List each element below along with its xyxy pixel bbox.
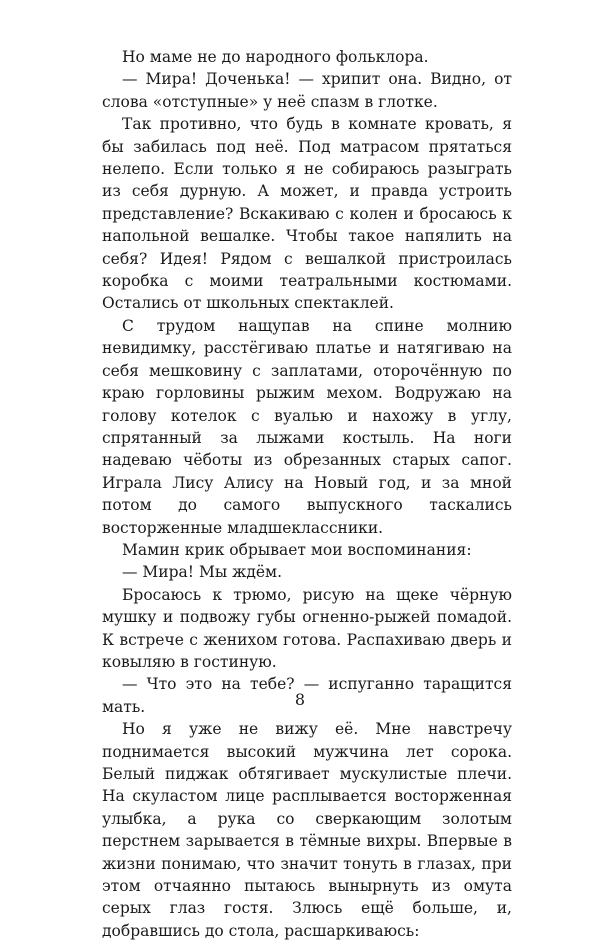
paragraph: Так противно, что будь в комнате кровать, я бы забилась под неё. Под матрасом прятаться нелепо. Если только я не собираюсь разыграть из себя дурную. А может, и правда устроить представление? Вскакиваю с колен и бросаюсь к напольной вешалке. Чтобы такое напялить на себя? Идея! Рядом с вешалкой пристроилась коробка с моими театральными костюмами. Остались от школьных спектаклей. [102, 115, 512, 313]
paragraph: — Мира! Доченька! — хрипит она. Видно, от слова «отступные» у неё спазм в глотке. [102, 70, 512, 111]
paragraph: Но я уже не вижу её. Мне навстречу поднимается высокий мужчина лет сорока. Белый пиджак обтягивает мускулистые плечи. На скуластом лице расплывается восторженная улыбка, а рука со сверкающим золотым перстнем зарывается в тёмные вихры. Впервые в жизни понимаю, что значит тонуть в глазах, при этом отчаянно пытаюсь вынырнуть из омута серых глаз гостя. Злюсь ещё больше, и, добравшись до стола, расшаркиваюсь: [102, 720, 512, 940]
body-text [102, 46, 512, 942]
paragraph: Мамин крик обрывает мои воспоминания: [122, 540, 472, 559]
paragraph: С трудом нащупав на спине молнию невидимку, расстёгиваю платье и натягиваю на себя мешковину с заплатами, оторочённую по краю горловины рыжим мехом. Водружаю на голову котелок с вуалью и нахожу в углу, спрятанный за лыжами костыль. На ноги надеваю чёботы из обрезанных старых сапог. Играла Лису Алису на Новый год, и за мной потом до самого выпускного таскались восторженные младшеклассники. [102, 316, 512, 537]
paragraph: — Что это на тебе? — испуганно таращится мать. [102, 675, 512, 716]
paragraph: Бросаюсь к трюмо, рисую на щеке чёрную мушку и подвожу губы огненно-рыжей помадой. К встрече с женихом готова. Распахиваю дверь и ковыляю в гостиную. [102, 585, 512, 671]
paragraph: — Мира! Мы ждём. [122, 563, 283, 582]
page-number: 8 [294, 690, 306, 709]
paragraph: Но маме не до народного фольклора. [122, 48, 429, 66]
